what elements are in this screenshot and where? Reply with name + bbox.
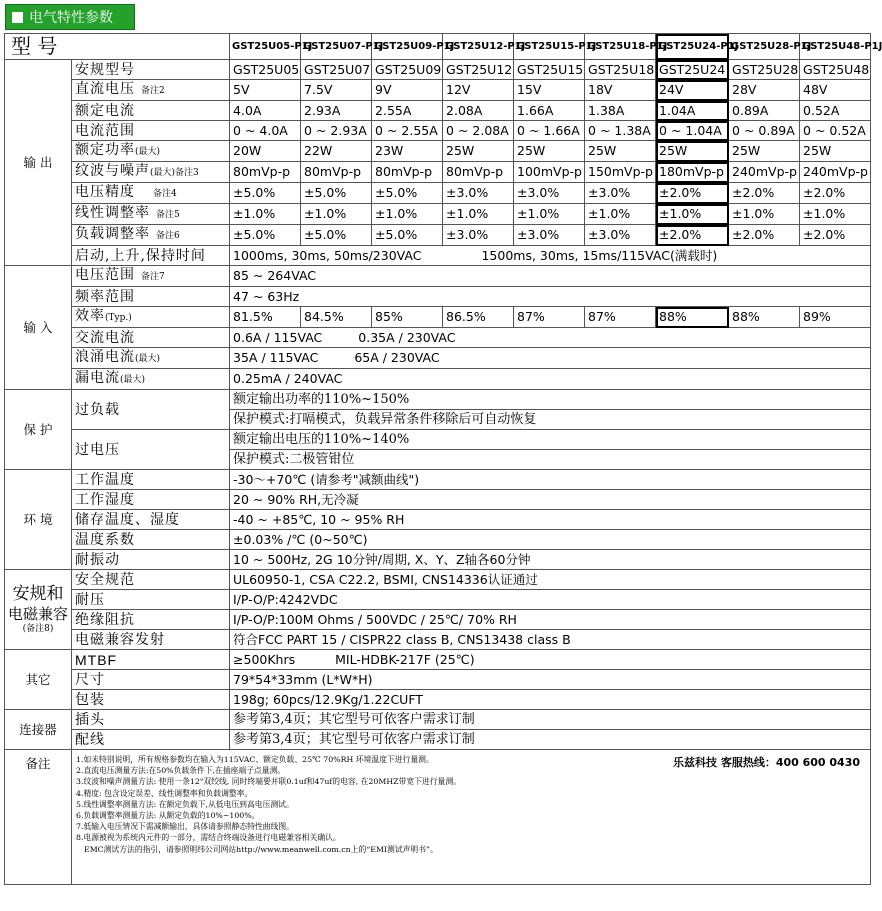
category-safety-emc: 安规和 电磁兼容 (备注8) (5, 570, 72, 650)
value-cell: 25W (443, 141, 514, 162)
value-cell: ±1.0% (800, 204, 871, 225)
value-cell: ±1.0% (230, 204, 301, 225)
value-cell: 240mVp-p (800, 162, 871, 183)
ac-current-value: 0.6A / 115VAC 0.35A / 230VAC (230, 328, 871, 348)
row-label-line-regulation: 线性调整率 备注5 (72, 204, 230, 225)
model-cell: GST25U18-P1J (585, 34, 656, 60)
value-cell: GST25U15 (514, 60, 585, 80)
value-cell: ±3.0% (514, 183, 585, 204)
value-cell: 0 ~ 1.38A (585, 121, 656, 141)
value-cell: ±5.0% (230, 225, 301, 246)
value-cell: 20W (230, 141, 301, 162)
remark-line: 6.负载调整率测量方法: 从额定负载的10%~100%。 (76, 811, 260, 821)
vibration-value: 10 ~ 500Hz, 2G 10分钟/周期, X、Y、Z轴各60分钟 (230, 550, 871, 570)
value-cell: GST25U18 (585, 60, 656, 80)
value-cell: ±3.0% (514, 225, 585, 246)
model-cell: GST25U15-P1J (514, 34, 585, 60)
overvoltage-value-1: 额定输出电压的110%~140% (230, 430, 871, 450)
category-environment: 环 境 (5, 470, 72, 570)
value-cell: 1.66A (514, 101, 585, 121)
row-label-inrush-current: 浪涌电流(最大) (72, 348, 230, 369)
value-cell: 84.5% (301, 307, 372, 328)
row-label-safety-model: 安规型号 (72, 60, 230, 80)
value-cell-highlighted: 88% (656, 307, 729, 328)
value-cell: 4.0A (230, 101, 301, 121)
value-cell: ±1.0% (585, 204, 656, 225)
row-label-packing: 包装 (72, 690, 230, 710)
packing-value: 198g; 60pcs/12.9Kg/1.22CUFT (230, 690, 871, 710)
value-cell: 0 ~ 0.52A (800, 121, 871, 141)
frequency-range-value: 47 ~ 63Hz (230, 287, 871, 307)
value-cell: 0 ~ 2.93A (301, 121, 372, 141)
inrush-current-value: 35A / 115VAC 65A / 230VAC (230, 348, 871, 369)
value-cell: ±3.0% (443, 183, 514, 204)
value-cell: ±3.0% (443, 225, 514, 246)
value-cell: 80mVp-p (443, 162, 514, 183)
value-cell-highlighted: 0 ~ 1.04A (656, 121, 729, 141)
row-label-leakage-current: 漏电流(最大) (72, 369, 230, 390)
value-cell: 12V (443, 80, 514, 101)
overload-value-2: 保护模式:打嗝模式，负载异常条件移除后可自动恢复 (230, 410, 871, 430)
row-label-rated-current: 额定电流 (72, 101, 230, 121)
value-cell: 28V (729, 80, 800, 101)
value-cell: 5V (230, 80, 301, 101)
model-cell: GST25U12-P1J (443, 34, 514, 60)
remark-line: 4.精度: 包含设定误差、线性调整率和负载调整率。 (76, 788, 253, 798)
value-cell: 86.5% (443, 307, 514, 328)
row-label-emc-emission: 电磁兼容发射 (72, 630, 230, 650)
remarks-content (72, 750, 871, 885)
remark-line: 8.电源被视为系统内元件的一部分，需结合终端设备进行电磁兼容相关确认。 (76, 833, 341, 843)
row-label-ac-current: 交流电流 (72, 328, 230, 348)
value-cell: 2.55A (372, 101, 443, 121)
electrical-spec-table (4, 33, 882, 885)
storage-value: -40 ~ +85℃, 10 ~ 95% RH (230, 510, 871, 530)
emc-emission-value: 符合FCC PART 15 / CISPR22 class B, CNS13438 class B (230, 630, 871, 650)
value-cell: 2.08A (443, 101, 514, 121)
value-cell-highlighted: 180mVp-p (656, 162, 729, 183)
value-cell: GST25U12 (443, 60, 514, 80)
value-cell: 15V (514, 80, 585, 101)
value-cell: GST25U09 (372, 60, 443, 80)
model-header-label: 型 号 (5, 34, 230, 60)
value-cell: ±5.0% (230, 183, 301, 204)
category-remarks: 备注 (5, 750, 72, 885)
value-cell: GST25U07 (301, 60, 372, 80)
value-cell: ±2.0% (800, 225, 871, 246)
value-cell: 80mVp-p (372, 162, 443, 183)
value-cell: ±1.0% (301, 204, 372, 225)
row-label-efficiency: 效率(Typ.) (72, 307, 230, 328)
row-label-overvoltage: 过电压 (72, 430, 230, 470)
value-cell: 1.38A (585, 101, 656, 121)
row-label-overload: 过负载 (72, 390, 230, 430)
value-cell: 80mVp-p (301, 162, 372, 183)
value-cell: 0 ~ 2.55A (372, 121, 443, 141)
value-cell: 25W (800, 141, 871, 162)
withstand-voltage-value: I/P-O/P:4242VDC (230, 590, 871, 610)
value-cell: ±3.0% (585, 225, 656, 246)
value-cell: ±2.0% (800, 183, 871, 204)
row-label-wiring: 配线 (72, 730, 230, 750)
value-cell: GST25U28 (729, 60, 800, 80)
value-cell: 0 ~ 0.89A (729, 121, 800, 141)
value-cell: 80mVp-p (230, 162, 301, 183)
remark-line: EMC测试方法的指引，请参照明纬公司网站http://www.meanwell.com.cn上的“EMI测试声明书”。 (84, 844, 438, 854)
category-input: 输 入 (5, 266, 72, 390)
isolation-resistance-value: I/P-O/P:100M Ohms / 500VDC / 25℃/ 70% RH (230, 610, 871, 630)
value-cell-highlighted: GST25U24 (656, 60, 729, 80)
category-output: 输 出 (5, 60, 72, 266)
row-label-voltage-accuracy: 电压精度 备注4 (72, 183, 230, 204)
remark-line: 2.直流电压测量方法:在50%负载条件下,在插座端子点量测。 (76, 766, 286, 776)
value-cell: 2.93A (301, 101, 372, 121)
value-cell: 240mVp-p (729, 162, 800, 183)
row-label-current-range: 电流范围 (72, 121, 230, 141)
model-cell: GST25U28-P1J (729, 34, 800, 60)
model-cell-highlighted: GST25U24-P1J (656, 34, 729, 60)
remark-line: 1.如未特别说明，所有规格参数均在输入为115VAC、额定负载、25℃ 70%RH 环境温度下进行量测。 (76, 755, 434, 764)
value-cell: 7.5V (301, 80, 372, 101)
model-cell: GST25U09-P1J (372, 34, 443, 60)
row-label-isolation-resistance: 绝缘阻抗 (72, 610, 230, 630)
row-label-frequency-range: 频率范围 (72, 287, 230, 307)
row-label-temp-coefficient: 温度系数 (72, 530, 230, 550)
row-label-setup-time: 启动,上升,保持时间 (72, 246, 230, 266)
value-cell: ±1.0% (443, 204, 514, 225)
value-cell: 25W (585, 141, 656, 162)
value-cell: ±5.0% (301, 183, 372, 204)
value-cell: ±2.0% (729, 225, 800, 246)
value-cell: 87% (514, 307, 585, 328)
remark-line: 3.纹波和噪声测量方法: 使用一条12"双绞线, 同时终端要并联0.1uf和47uf的电容, 在20MHZ带宽下进行量测。 (76, 777, 461, 787)
value-cell: ±5.0% (301, 225, 372, 246)
value-cell: 25W (729, 141, 800, 162)
square-icon (12, 12, 23, 23)
row-label-working-temp: 工作温度 (72, 470, 230, 490)
value-cell: ±5.0% (372, 225, 443, 246)
remark-line: 7.低输入电压情况下需减额输出，具体请参照静态特性曲线图。 (76, 822, 294, 832)
value-cell: ±1.0% (514, 204, 585, 225)
value-cell: 85% (372, 307, 443, 328)
row-label-dimension: 尺寸 (72, 670, 230, 690)
value-cell: ±2.0% (729, 183, 800, 204)
value-cell: 87% (585, 307, 656, 328)
row-label-mtbf: MTBF (72, 650, 230, 670)
row-label-withstand-voltage: 耐压 (72, 590, 230, 610)
value-cell: ±1.0% (729, 204, 800, 225)
category-protection: 保 护 (5, 390, 72, 470)
value-cell: 100mVp-p (514, 162, 585, 183)
value-cell: 0 ~ 1.66A (514, 121, 585, 141)
value-cell: GST25U05 (230, 60, 301, 80)
value-cell: 48V (800, 80, 871, 101)
value-cell: 81.5% (230, 307, 301, 328)
row-label-rated-power: 额定功率(最大) (72, 141, 230, 162)
value-cell-highlighted: 25W (656, 141, 729, 162)
value-cell: 18V (585, 80, 656, 101)
value-cell: 9V (372, 80, 443, 101)
value-cell: GST25U48 (800, 60, 871, 80)
voltage-range-value: 85 ~ 264VAC (230, 266, 871, 287)
setup-time-value: 1000ms, 30ms, 50ms/230VAC 1500ms, 30ms, 15ms/115VAC(满载时) (230, 246, 871, 266)
safety-standards-value: UL60950-1, CSA C22.2, BSMI, CNS14336认证通过 (230, 570, 871, 590)
row-label-plug: 插头 (72, 710, 230, 730)
value-cell: 25W (514, 141, 585, 162)
mtbf-value: ≥500Khrs MIL-HDBK-217F (25℃) (230, 650, 871, 670)
section-header (5, 4, 135, 30)
value-cell: 22W (301, 141, 372, 162)
value-cell-highlighted: ±1.0% (656, 204, 729, 225)
value-cell: ±3.0% (585, 183, 656, 204)
value-cell: 89% (800, 307, 871, 328)
value-cell: 0.52A (800, 101, 871, 121)
category-others: 其它 (5, 650, 72, 710)
value-cell: 0.89A (729, 101, 800, 121)
value-cell-highlighted: ±2.0% (656, 183, 729, 204)
value-cell-highlighted: 1.04A (656, 101, 729, 121)
row-label-safety-standards: 安全规范 (72, 570, 230, 590)
model-cell: GST25U05-P1J (230, 34, 301, 60)
working-temp-value: -30～+70℃ (请参考"减额曲线") (230, 470, 871, 490)
overvoltage-value-2: 保护模式:二极管钳位 (230, 450, 871, 470)
value-cell: ±1.0% (372, 204, 443, 225)
value-cell: 150mVp-p (585, 162, 656, 183)
value-cell-highlighted: 24V (656, 80, 729, 101)
row-label-working-humidity: 工作湿度 (72, 490, 230, 510)
model-cell: GST25U48-P1J (800, 34, 871, 60)
category-connector: 连接器 (5, 710, 72, 750)
leakage-current-value: 0.25mA / 240VAC (230, 369, 871, 390)
value-cell: ±5.0% (372, 183, 443, 204)
value-cell: 23W (372, 141, 443, 162)
model-cell: GST25U07-P1J (301, 34, 372, 60)
hotline: 乐兹科技 客服热线：400 600 0430 (672, 756, 861, 769)
row-label-dc-voltage: 直流电压 备注2 (72, 80, 230, 101)
section-title: 电气特性参数 (29, 10, 113, 26)
overload-value-1: 额定输出功率的110%~150% (230, 390, 871, 410)
row-label-vibration: 耐振动 (72, 550, 230, 570)
row-label-ripple-noise: 纹波与噪声(最大)备注3 (72, 162, 230, 183)
value-cell: 0 ~ 2.08A (443, 121, 514, 141)
dimension-value: 79*54*33mm (L*W*H) (230, 670, 871, 690)
row-label-storage: 储存温度、湿度 (72, 510, 230, 530)
row-label-load-regulation: 负载调整率 备注6 (72, 225, 230, 246)
wiring-value: 参考第3,4页；其它型号可依客户需求订制 (230, 730, 871, 750)
working-humidity-value: 20 ~ 90% RH,无冷凝 (230, 490, 871, 510)
row-label-voltage-range: 电压范围 备注7 (72, 266, 230, 287)
temp-coefficient-value: ±0.03% /℃ (0~50℃) (230, 530, 871, 550)
plug-value: 参考第3,4页；其它型号可依客户需求订制 (230, 710, 871, 730)
value-cell-highlighted: ±2.0% (656, 225, 729, 246)
remark-line: 5.线性调整率测量方法: 在额定负载下,从低电压到高电压测试。 (76, 799, 294, 809)
value-cell: 0 ~ 4.0A (230, 121, 301, 141)
value-cell: 88% (729, 307, 800, 328)
